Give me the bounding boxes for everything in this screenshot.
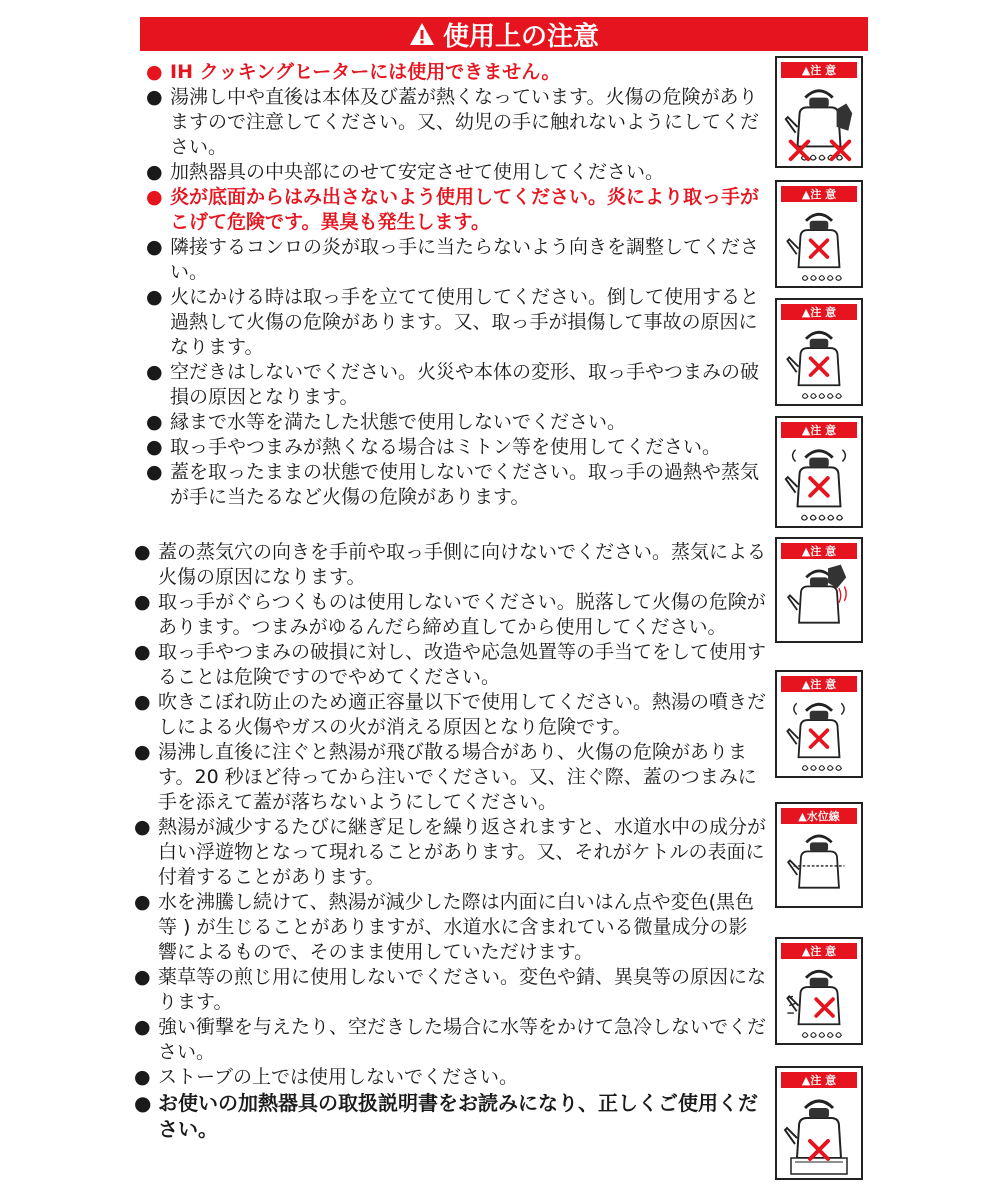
bullet-icon: ● [146,286,163,308]
bullet-icon: ● [146,161,163,183]
caution-text: 熱湯が減少するたびに継ぎ足しを繰り返されますと、水道水中の成分が白い浮遊物となって現れることがあります。又、それがケトルの表面に付着することがあります。 [158,816,767,888]
pictogram-card [775,937,863,1045]
warning-triangle-icon: ▲ [801,305,811,319]
caution-item [146,235,766,285]
caution-text: 取っ手がぐらつくものは使用しないでください。脱落して火傷の危険があります。つまみがゆるんだら締め直してから使用してください。 [158,591,766,638]
caution-text: 強い衝撃を与えたり、空だきした場合に水等をかけて急冷しないでください。 [158,1016,767,1063]
caution-item [134,1090,766,1142]
pictogram-label [781,422,857,438]
pictogram-label [781,543,857,559]
pictogram-label [781,1072,857,1088]
caution-item [134,965,766,1015]
bullet-icon: ● [134,641,151,663]
warning-triangle-icon: ▲ [801,677,811,691]
bullet-icon: ● [134,741,151,763]
caution-text: 水を沸騰し続けて、熱湯が減少した際は内面に白いはん点や変色(黒色等 ) が生じることがありますが、水道水に含まれている微量成分の影響によるもので、そのまま使用していただけます。 [158,891,755,963]
caution-item [134,815,766,890]
bullet-icon: ● [134,1066,151,1088]
kettle-handle-down-cross-icon [781,322,857,402]
caution-item [134,690,766,740]
pictogram-label [781,304,857,320]
kettle-steam-cross-icon [781,440,857,524]
pictogram-card [775,416,863,528]
kettle-boilover-cross-icon [781,694,857,774]
bullet-icon: ● [134,966,151,988]
pictogram-label-text: 注 意 [810,306,837,319]
caution-text: 隣接するコンロの炎が取っ手に当たらないよう向きを調整してください。 [170,236,760,283]
caution-item [146,410,766,435]
caution-item [134,740,766,815]
caution-text: 取っ手やつまみの破損に対し、改造や応急処置等の手当てをして使用することは危険ですのでやめてください。 [158,641,767,688]
caution-text: 吹きこぼれ防止のため適正容量以下で使用してください。熱湯の噴きだしによる火傷やガスの火が消える原因となり危険です。 [158,691,767,738]
bullet-icon: ● [146,186,163,208]
bullet-icon: ● [134,891,151,913]
pictogram-card [775,537,863,643]
bullet-icon: ● [134,816,151,838]
caution-item [146,435,766,460]
pictogram-label [781,62,857,78]
caution-text: 空だきはしないでください。火災や本体の変形、取っ手やつまみの破損の原因となります。 [170,361,760,408]
pictogram-label-text: 注 意 [810,945,837,958]
caution-text: 湯沸し中や直後は本体及び蓋が熱くなっています。火傷の危険がありますので注意してください。又、幼児の手に触れないようにしてください。 [170,86,760,158]
bullet-icon: ● [134,591,151,613]
warning-triangle-icon [409,22,435,46]
caution-text: 取っ手やつまみが熱くなる場合はミトン等を使用してください。 [170,436,722,458]
caution-text: IH クッキングヒーターには使用できません。 [170,61,561,83]
caution-text: ストーブの上では使用しないでください。 [158,1066,519,1088]
pictogram-card [775,298,863,406]
caution-item [134,540,766,590]
caution-text: 加熱器具の中央部にのせて安定させて使用してください。 [170,161,665,183]
pictogram-label [781,808,857,824]
warning-triangle-icon: ▲ [801,187,811,201]
pictogram-card [775,802,863,908]
caution-item [134,1015,766,1065]
caution-text: 蓋を取ったままの状態で使用しないでください。取っ手の過熱や蒸気が手に当たるなど火傷の危険があります。 [170,461,760,508]
pictogram-label [781,676,857,692]
pictogram-label-text: 水位線 [806,810,840,823]
bullet-icon: ● [134,1091,152,1115]
warning-triangle-icon: ▲ [798,809,807,823]
caution-item [146,185,766,235]
pictogram-card [775,1066,863,1180]
kettle-stove-cross-icon [781,1090,857,1176]
bullet-icon: ● [146,236,163,258]
caution-text: お使いの加熱器具の取扱説明書をお読みになり、正しくご使用ください。 [158,1091,758,1141]
kettle-water-line-icon [781,826,857,904]
caution-item [146,160,766,185]
pictogram-card [775,670,863,778]
page-title: 使用上の注意 [442,21,599,52]
page-header [140,17,868,51]
warning-triangle-icon: ▲ [801,544,811,558]
kettle-hands-cross-icon [781,80,857,164]
pictogram-label-text: 注 意 [810,188,837,201]
pictogram-label-text: 注 意 [810,1074,837,1087]
caution-list-upper [146,60,766,510]
bullet-icon: ● [146,411,163,433]
pictogram-label-text: 注 意 [810,545,837,558]
pictogram-card [775,180,863,288]
caution-item [134,640,766,690]
caution-text: 蓋の蒸気穴の向きを手前や取っ手側に向けないでください。蒸気による火傷の原因になります。 [158,541,767,588]
caution-item [146,460,766,510]
caution-text: 湯沸し直後に注ぐと熱湯が飛び散る場合があり、火傷の危険があります。20 秒ほど待ってから注いでください。又、注ぐ際、蓋のつまみに手を添えて蓋が落ちないようにしてください。 [158,741,757,813]
caution-item [146,60,766,85]
pictogram-label [781,186,857,202]
pictogram-label [781,943,857,959]
bullet-icon: ● [134,691,151,713]
kettle-flame-cross-icon [781,204,857,284]
pictogram-card [775,56,863,168]
pictogram-label-text: 注 意 [810,424,837,437]
caution-text: 薬草等の煎じ用に使用しないでください。変色や錆、異臭等の原因になります。 [158,966,767,1013]
bullet-icon: ● [146,461,163,483]
bullet-icon: ● [146,436,163,458]
warning-triangle-icon: ▲ [801,944,811,958]
caution-item [146,85,766,160]
pictogram-label-text: 注 意 [810,64,837,77]
caution-item [146,360,766,410]
kettle-pour-splash-cross-icon [781,961,857,1041]
caution-text: 縁まで水等を満たした状態で使用しないでください。 [170,411,627,433]
pictogram-label-text: 注 意 [810,678,837,691]
bullet-icon: ● [146,361,163,383]
caution-item [146,285,766,360]
caution-text: 火にかける時は取っ手を立てて使用してください。倒して使用すると過熱して火傷の危険があります。又、取っ手が損傷して事故の原因になります。 [170,286,760,358]
bullet-icon: ● [146,61,163,83]
bullet-icon: ● [134,541,151,563]
caution-item [134,1065,766,1090]
warning-triangle-icon: ▲ [801,63,811,77]
caution-list-lower [134,540,766,1142]
caution-text: 炎が底面からはみ出さないよう使用してください。炎により取っ手がこげて危険です。異臭も発生します。 [170,186,760,233]
kettle-hand-steam-icon [781,561,857,639]
caution-item [134,890,766,965]
bullet-icon: ● [146,86,163,108]
warning-triangle-icon: ▲ [801,1073,811,1087]
warning-triangle-icon: ▲ [801,423,811,437]
caution-item [134,590,766,640]
bullet-icon: ● [134,1016,151,1038]
